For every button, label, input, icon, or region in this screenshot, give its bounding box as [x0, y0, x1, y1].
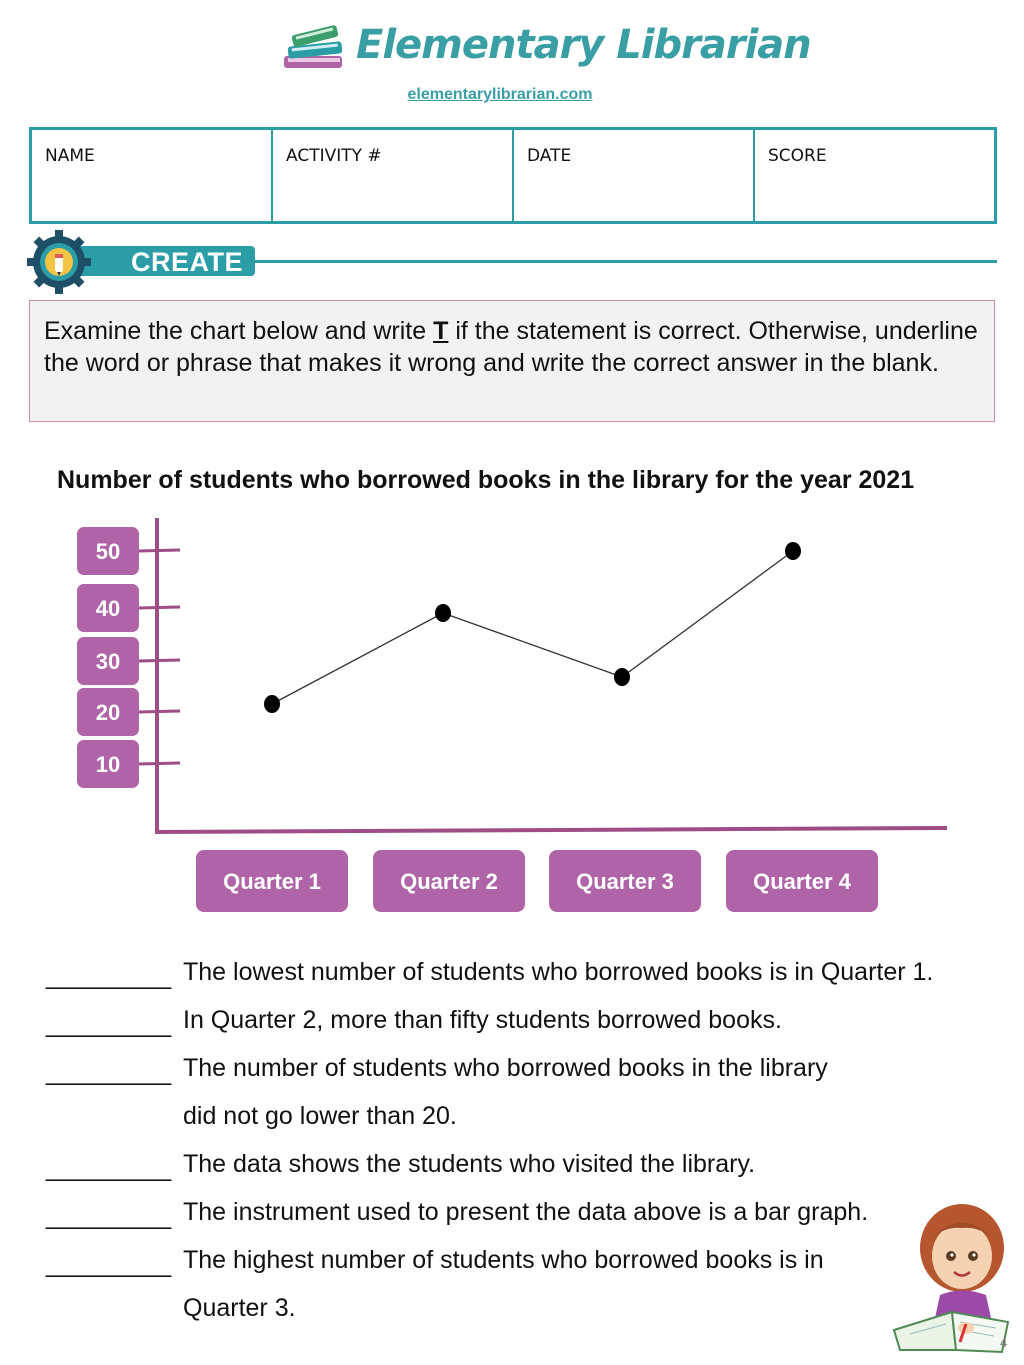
series-line-segment	[622, 551, 793, 677]
answer-blank[interactable]: _________	[46, 1202, 172, 1230]
y-tick-label: 40	[95, 596, 121, 621]
y-tick	[138, 711, 180, 712]
answer-blank[interactable]: _________	[46, 1010, 172, 1038]
answer-blank[interactable]: _________	[46, 1250, 172, 1278]
answer-blank[interactable]: _________	[46, 1154, 172, 1182]
page-number: 4	[1000, 1335, 1008, 1350]
x-category-label: Quarter 4	[753, 869, 851, 894]
date-field[interactable]: DATE	[514, 130, 755, 221]
question-item	[46, 1192, 1006, 1240]
question-item	[46, 1000, 1006, 1048]
y-tick	[138, 660, 180, 661]
question-item	[46, 1048, 1006, 1096]
y-tick	[138, 607, 180, 608]
name-field[interactable]: NAME	[32, 130, 273, 221]
x-axis	[155, 828, 947, 832]
answer-blank[interactable]: _________	[46, 1058, 172, 1086]
y-tick-label: 20	[95, 700, 121, 725]
series-line-segment	[272, 613, 443, 704]
books-icon	[278, 24, 348, 76]
student-info-table	[29, 127, 997, 224]
score-field[interactable]: SCORE	[768, 146, 827, 166]
section-heading	[27, 230, 997, 294]
question-item	[46, 1096, 1006, 1144]
section-divider	[227, 260, 997, 263]
question-text: The number of students who borrowed books in the library	[183, 1054, 828, 1082]
data-point	[785, 542, 801, 560]
question-text: The instrument used to present the data above is a bar graph.	[183, 1198, 869, 1226]
activity-field[interactable]: ACTIVITY #	[273, 130, 514, 221]
question-text: The lowest number of students who borrowed books is in Quarter 1.	[183, 958, 934, 986]
data-point	[614, 668, 630, 686]
x-category-label: Quarter 1	[223, 869, 321, 894]
website-link[interactable]: elementarylibrarian.com	[407, 86, 593, 103]
question-list	[46, 952, 1006, 1336]
x-category-label: Quarter 3	[576, 869, 674, 894]
question-text: The highest number of students who borrowed books is in	[183, 1246, 824, 1274]
y-tick-label: 30	[95, 649, 121, 674]
y-tick-label: 50	[95, 539, 121, 564]
page-header	[0, 20, 1024, 110]
question-item	[46, 1144, 1006, 1192]
question-text: The data shows the students who visited the library.	[183, 1150, 756, 1178]
gear-pencil-icon	[27, 230, 91, 294]
brand-logo	[278, 22, 811, 82]
y-tick	[138, 763, 180, 764]
series-line-segment	[443, 613, 622, 677]
question-item	[46, 952, 1006, 1000]
question-item	[46, 1288, 1006, 1336]
brand-name: Elementary Librarian	[356, 22, 811, 68]
chart-title: Number of students who borrowed books in the library for the year 2021	[57, 466, 915, 494]
girl-reading-illustration	[890, 1200, 1020, 1355]
question-text: In Quarter 2, more than fifty students borrowed books.	[183, 1006, 782, 1034]
question-item	[46, 1240, 1006, 1288]
data-point	[264, 695, 280, 713]
question-text: did not go lower than 20.	[183, 1102, 457, 1130]
instructions-text-end: if the statement is correct. Otherwise, underline the word or phrase that makes it wrong and write the correct answer in the blank.	[44, 317, 978, 377]
y-tick-label: 10	[95, 752, 121, 777]
question-text: Quarter 3.	[183, 1294, 296, 1322]
answer-blank[interactable]: _________	[46, 962, 172, 990]
section-title: CREATE	[131, 247, 244, 277]
instructions-text-start: Examine the chart below and write	[44, 317, 434, 345]
data-point	[435, 604, 451, 622]
instructions-key-letter: T	[433, 317, 449, 345]
instructions-box	[29, 300, 995, 422]
x-category-label: Quarter 2	[400, 869, 498, 894]
y-tick	[138, 550, 180, 551]
